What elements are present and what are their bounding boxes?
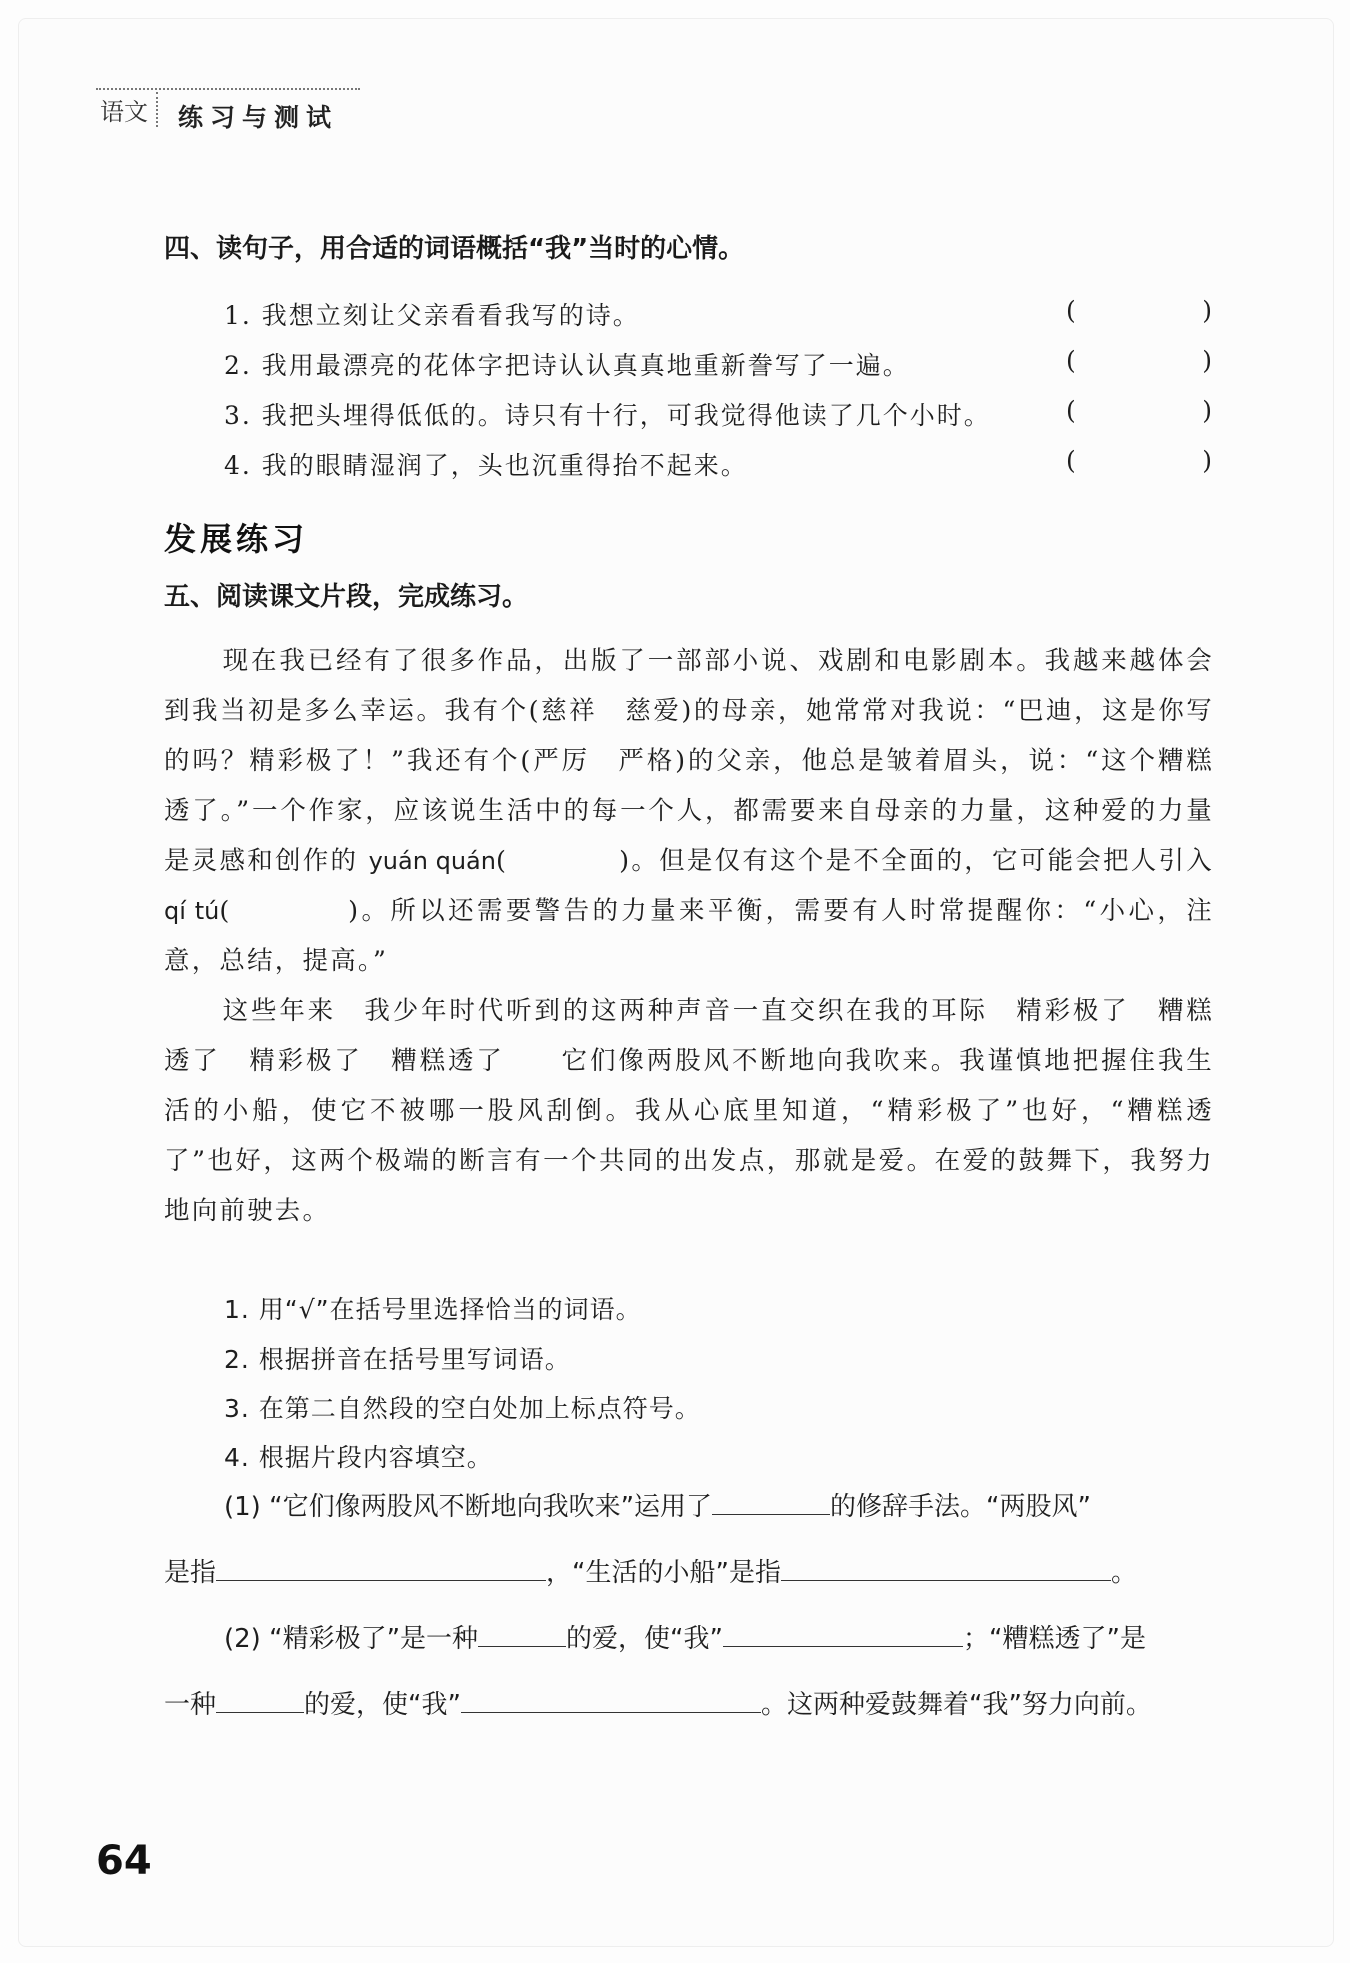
development-practice-heading: 发展练习 [164, 520, 309, 558]
page-header [96, 88, 364, 134]
answer-blank[interactable] [461, 1686, 761, 1713]
passage-text: ( )。但是仅有这个是不全面的，它可能会把人引入 [495, 846, 1214, 876]
question-item: 4. 我的眼睛湿润了，头也沉重得抬不起来。 ( ) [224, 446, 1214, 480]
passage-paragraph-2 [164, 986, 1214, 1236]
question-text: 2. 我用最漂亮的花体字把诗认认真真地重新誊写了一遍。 [224, 351, 910, 380]
answer-blank[interactable] [781, 1554, 1111, 1581]
pinyin-yuanquan: yuán quán [368, 847, 496, 875]
subject-label: 语文 [100, 92, 158, 127]
task-item: 4. 根据片段内容填空。 [224, 1443, 493, 1472]
task-item: 1. 用“√”在括号里选择恰当的词语。 [224, 1295, 642, 1324]
question-text: 3. 我把头埋得低低的。诗只有十行，可我觉得他读了几个小时。 [224, 401, 991, 430]
question-item: 1. 我想立刻让父亲看看我写的诗。 ( ) [224, 296, 1214, 330]
section-5-title: 五、阅读课文片段，完成练习。 [164, 582, 529, 612]
passage-text: 现在我已经有了很多作品，出版了一部部小说、戏剧和电影剧本。我越来越体会到我当初是多么幸运。我有个(慈祥 慈爱)的母亲，她常常对我说：“巴迪，这是你写的吗？精彩极了！”我还有个(严厉 严格)的父亲，他总是皱着眉头，说：“这个糟糕透了。”一个作家，应该说生活中的每一个人，都需要来自母亲的力量，这种爱的力量是灵感和创作的 [164, 646, 1214, 876]
passage-text: ( )。所以还需要警告的力量来平衡，需要有人时常提醒你：“小心，注意，总结，提高。” [164, 896, 1214, 976]
question-text: 1. 我想立刻让父亲看看我写的诗。 [224, 301, 640, 330]
answer-blank[interactable] [723, 1620, 963, 1647]
fill-in-line: (1) “它们像两股风不断地向我吹来”运用了 的修辞手法。“两股风” [224, 1486, 1214, 1523]
question-item: 2. 我用最漂亮的花体字把诗认认真真地重新誊写了一遍。 ( ) [224, 346, 1214, 380]
answer-blank[interactable] [712, 1488, 830, 1515]
answer-blank[interactable] [478, 1620, 566, 1647]
book-title: 练习与测试 [178, 103, 339, 132]
passage-text: 这些年来 我少年时代听到的这两种声音一直交织在我的耳际 精彩极了 糟糕透了 精彩极了 糟糕透了 它们像两股风不断地向我吹来。我谨慎地把握住我生活的小船，使它不被哪一股风刮倒。我从心底里知道，“精彩极了”也好，“糟糕透了”也好，这两个极端的断言有一个共同的出发点，那就是爱。在爱的鼓舞下，我努力地向前驶去。 [164, 996, 1214, 1226]
pinyin-qitu: qí tú [164, 897, 220, 925]
fill-in-line: (2) “精彩极了”是一种 的爱，使“我” ；“糟糕透了”是 [224, 1618, 1214, 1655]
task-item: 3. 在第二自然段的空白处加上标点符号。 [224, 1394, 701, 1423]
question-item: 3. 我把头埋得低低的。诗只有十行，可我觉得他读了几个小时。 ( ) [224, 396, 1214, 430]
fill-in-line: 是指 ，“生活的小船”是指 。 [164, 1552, 1214, 1589]
section-4-title: 四、读句子，用合适的词语概括“我”当时的心情。 [164, 234, 745, 264]
task-item: 2. 根据拼音在括号里写词语。 [224, 1345, 571, 1374]
answer-blank[interactable] [216, 1554, 546, 1581]
page-number: 64 [96, 1838, 152, 1884]
passage-paragraph-1 [164, 636, 1214, 986]
answer-blank[interactable] [216, 1686, 304, 1713]
fill-in-line: 一种 的爱，使“我” 。这两种爱鼓舞着“我”努力向前。 [164, 1684, 1214, 1721]
header-dotted-rule [96, 88, 360, 90]
question-text: 4. 我的眼睛湿润了，头也沉重得抬不起来。 [224, 451, 748, 480]
